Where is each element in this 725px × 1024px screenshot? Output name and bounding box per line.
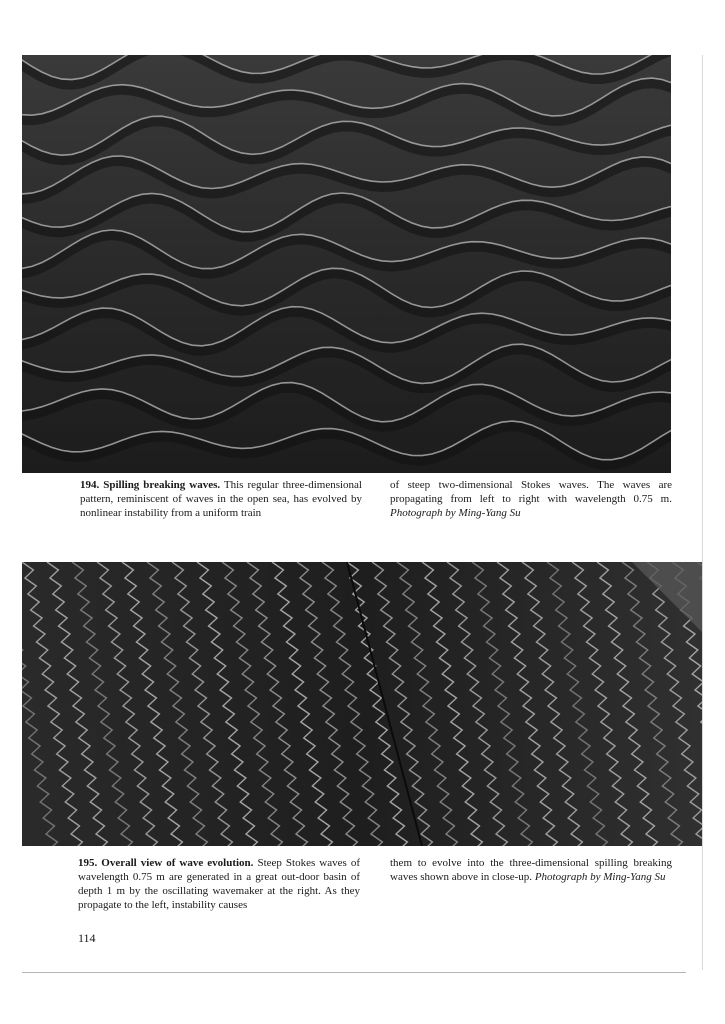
- caption-195-text-right: them to evolve into the three-dimensional spilling breaking waves shown above in close-up.: [390, 857, 672, 883]
- caption-194-title: 194. Spilling breaking waves.: [80, 479, 221, 491]
- bottom-rule: [22, 972, 686, 973]
- photo-spilling-breaking-waves: [22, 55, 671, 473]
- caption-194-right: [390, 478, 672, 520]
- page-number: 114: [78, 931, 96, 945]
- caption-195-right: [390, 856, 672, 884]
- caption-194-text-left: This regular three-dimensional pattern, reminiscent of waves in the open sea, has evolved by nonlinear instability from a uniform train: [80, 479, 362, 519]
- caption-194-left: [80, 478, 362, 520]
- page-edge: [702, 55, 703, 970]
- caption-195-text-left: Steep Stokes waves of wavelength 0.75 m are generated in a great out-door basin of depth 1 m by the oscillating wavemaker at the right. As they propagate to the left, instability causes: [78, 857, 361, 911]
- caption-194-credit: Photograph by Ming-Yang Su: [390, 507, 521, 519]
- caption-194-text-right: of steep two-dimensional Stokes waves. The waves are propagating from left to right with wavelength 0.75 m.: [390, 479, 672, 505]
- photo-overall-wave-evolution: [22, 562, 702, 846]
- caption-195-credit: Photograph by Ming-Yang Su: [534, 871, 666, 883]
- caption-195-title: 195. Overall view of wave evolution.: [78, 857, 254, 869]
- caption-195-left: [78, 856, 360, 912]
